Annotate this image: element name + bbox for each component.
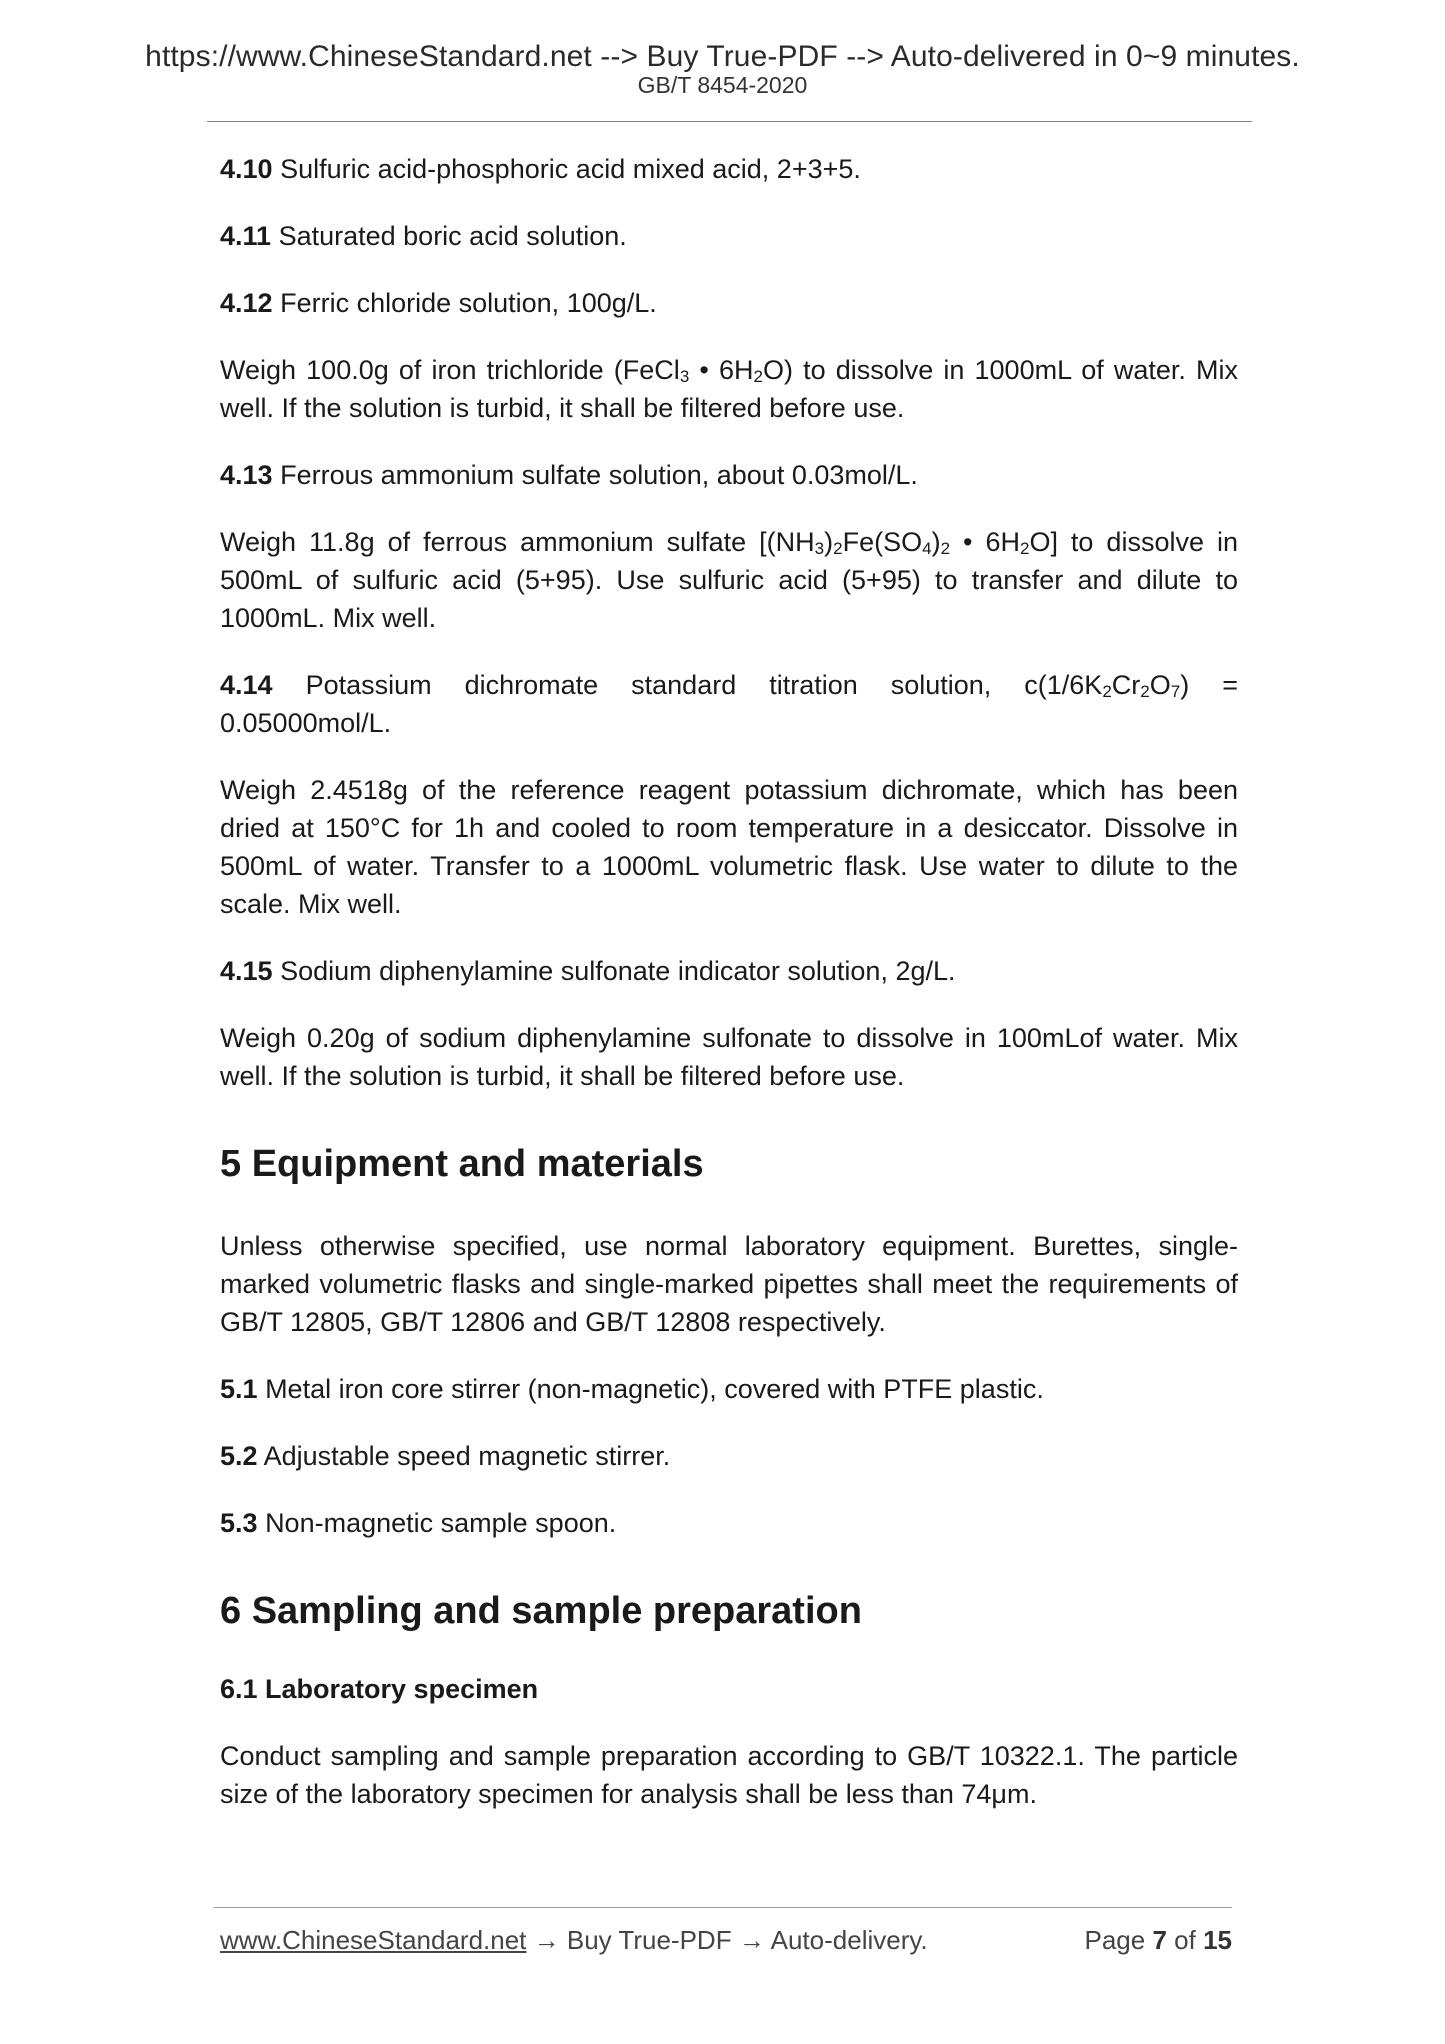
clause-text: Metal iron core stirrer (non-magnetic), covered with PTFE plastic.: [265, 1374, 1044, 1404]
clause-5-3: [220, 1504, 1238, 1542]
section-6-1-heading: 6.1 Laboratory specimen: [220, 1674, 539, 1704]
page-number: 7: [1152, 1925, 1167, 1955]
subscript: 2: [1140, 682, 1150, 701]
text-run: Weigh 11.8g of ferrous ammonium sulfate [(NH: [220, 527, 815, 557]
subscript: 3: [679, 367, 690, 386]
clause-number: 5.3: [220, 1508, 258, 1538]
subscript: 2: [1102, 682, 1112, 701]
clause-4-14: [220, 666, 1238, 742]
text-run: ): [931, 527, 941, 557]
section-6-1-text: Conduct sampling and sample preparation according to GB/T 10322.1. The particle size of the laboratory specimen for analysis shall be less than 74μm.: [220, 1741, 1238, 1809]
clause-text: Adjustable speed magnetic stirrer.: [263, 1441, 671, 1471]
clause-4-15: [220, 952, 1238, 990]
arrow-right-icon: →: [738, 1925, 765, 1955]
clause-4-11: [220, 217, 1238, 255]
clause-4-14-line2: 0.05000mol/L.: [220, 708, 392, 738]
page-footer: [220, 1925, 1232, 1961]
clause-5-2: [220, 1437, 1238, 1475]
text-run: Cr: [1111, 670, 1141, 700]
clause-number: 4.11: [220, 221, 272, 251]
text-run: O: [1149, 670, 1171, 700]
section-6-heading: 6 Sampling and sample preparation: [220, 1590, 862, 1632]
dichromate-preparation: Weigh 2.4518g of the reference reagent potassium dichromate, which has been dried at 150°C for 1h and cooled to room temperature in a desiccator. Dissolve in 500mL of water. Transfer to a 1000mL volumetric flask. Use water to dilute to the scale. Mix well.: [220, 775, 1238, 919]
text-run: Fe(SO: [842, 527, 923, 557]
footer-divider: [214, 1907, 1232, 1908]
clause-4-12: [220, 284, 1238, 322]
clause-4-10: [220, 150, 1238, 188]
footer-site-link[interactable]: www.ChineseStandard.net: [220, 1925, 527, 1955]
clause-4-14-line1: [220, 666, 1238, 704]
clause-5-1: [220, 1370, 1238, 1408]
section-5-heading: 5 Equipment and materials: [220, 1143, 704, 1185]
clause-text: Ferrous ammonium sulfate solution, about 0.03mol/L.: [280, 460, 918, 490]
text-run: ): [824, 527, 834, 557]
text-run: Weigh 100.0g of iron trichloride (FeCl: [220, 355, 680, 385]
clause-text: Sulfuric acid-phosphoric acid mixed acid, 2+3+5.: [280, 154, 861, 184]
text-run: Potassium dichromate standard titration solution, c(1/6K: [305, 670, 1103, 700]
clause-number: 4.10: [220, 154, 273, 184]
clause-text: Saturated boric acid solution.: [278, 221, 627, 251]
subscript: 2: [1019, 539, 1030, 558]
header-url-line: https://www.ChineseStandard.net --> Buy True-PDF --> Auto-delivered in 0~9 minutes.: [145, 40, 1300, 73]
subscript: 2: [940, 539, 951, 558]
subscript: 7: [1170, 682, 1181, 701]
clause-number: 4.15: [220, 956, 273, 986]
text-run: O) to dissolve in 1000mL of water. Mix well. If the solution is turbid, it shall be filtered before use.: [220, 355, 1238, 423]
header-divider: [207, 121, 1252, 122]
subscript: 2: [833, 539, 843, 558]
footer-links: [220, 1925, 928, 1956]
document-body: [220, 150, 1238, 1813]
ferric-chloride-preparation: [220, 351, 1238, 427]
clause-number: 4.12: [220, 288, 273, 318]
text-run: • 6H: [950, 527, 1020, 557]
text-run: ) =: [1180, 670, 1238, 700]
text-run: O] to dissolve in 500mL of sulfuric acid (5+95). Use sulfuric acid (5+95) to transfer and dilute to 1000mL. Mix well.: [220, 527, 1238, 633]
subscript: 2: [753, 367, 763, 386]
section-5-intro: Unless otherwise specified, use normal laboratory equipment. Burettes, single-marked volumetric flasks and single-marked pipettes shall meet the requirements of GB/T 12805, GB/T 12806 and GB/T 12808 respectively.: [220, 1231, 1238, 1337]
footer-buy-text: Buy True-PDF: [566, 1925, 732, 1955]
subscript: 3: [814, 539, 825, 558]
page-total: 15: [1203, 1925, 1232, 1955]
clause-text: Ferric chloride solution, 100g/L.: [280, 288, 657, 318]
of-label: of: [1174, 1925, 1196, 1955]
subscript: 4: [922, 539, 932, 558]
standard-code: GB/T 8454-2020: [637, 72, 808, 98]
ferrous-sulfate-preparation: [220, 523, 1238, 637]
footer-delivery-text: Auto-delivery.: [770, 1925, 928, 1955]
page-indicator: [1084, 1925, 1232, 1956]
indicator-preparation: Weigh 0.20g of sodium diphenylamine sulfonate to dissolve in 100mLof water. Mix well. If the solution is turbid, it shall be filtered before use.: [220, 1023, 1238, 1091]
clause-4-13: [220, 456, 1238, 494]
clause-text: Sodium diphenylamine sulfonate indicator solution, 2g/L.: [280, 956, 956, 986]
text-run: • 6H: [689, 355, 754, 385]
clause-number: 5.2: [220, 1441, 258, 1471]
clause-text: Non-magnetic sample spoon.: [265, 1508, 617, 1538]
clause-number: 5.1: [220, 1374, 258, 1404]
clause-number: 4.14: [220, 670, 273, 700]
clause-number: 4.13: [220, 460, 273, 490]
page-label: Page: [1084, 1925, 1146, 1955]
arrow-right-icon: →: [533, 1925, 560, 1955]
